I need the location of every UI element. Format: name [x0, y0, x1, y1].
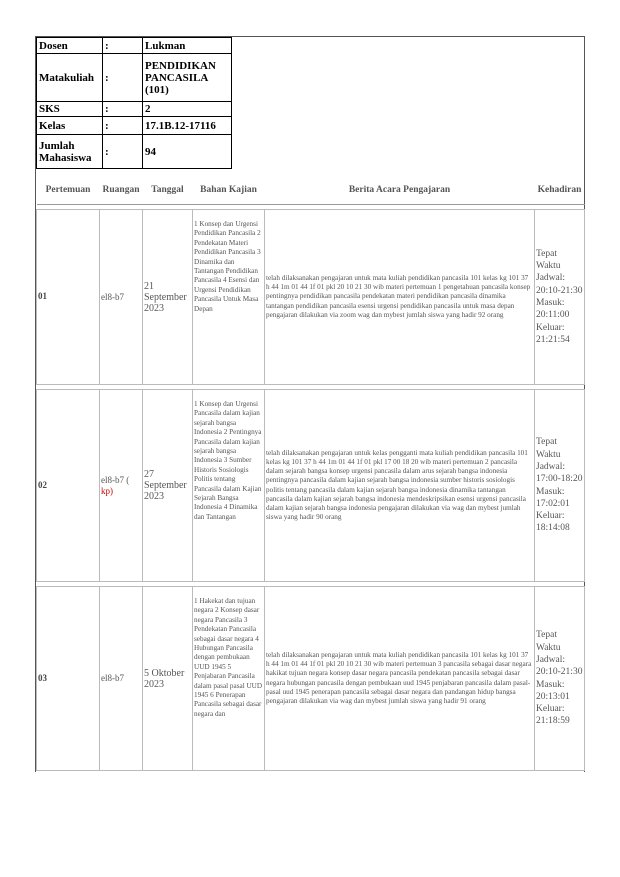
cell-berita-acara: telah dilaksanakan pengajaran untuk mata kuliah pendidikan pancasila 101 kelas kg 101 37 h 44 1m 01 44 1f 01 pkl 20 10 21 30 wib materi pertemuan 3 pancasila sebagai dasar negara hakikat tujuan negara konsep dasar negara pancasila pendekatan pancasila sebagai dasar negara hubungan pancasila dengan pembukaan uud 1945 penjabaran pancasila dalam pasal-pasal uud 1945 penerapan pancasila sebagai dasar negara dan pandangan hidup bangsa pengajaran dilakukan via wag dan mybest jumlah siswa yang hadir 91 orang	[265, 587, 535, 771]
header-kehadiran: Kehadiran	[535, 176, 585, 205]
cell-berita-acara: telah dilaksanakan pengajaran untuk mata kuliah pendidikan pancasila 101 kelas kg 101 37 h 44 1m 01 44 1f 01 pkl 20 10 21 30 wib materi pertemuan 1 pengetahuan pancasila konsep pentingnya pendidikan pancasila pendekatan materi pendidikan pancasila dinamika tantangan pendidikan pancasila esensi urgensi pendidikan pancasila untuk masa depan pengajaran dilakukan via zoom wag dan mybest jumlah siswa yang hadir 92 orang	[265, 210, 535, 385]
attendance-table	[36, 176, 585, 771]
attendance-out: Keluar: 18:14:08	[536, 511, 570, 534]
document-sheet	[35, 36, 585, 772]
cell-tanggal: 5 Oktober 2023	[143, 587, 193, 771]
attendance-status: Tepat Waktu	[536, 630, 561, 653]
info-value: 2	[143, 102, 232, 117]
header-ruangan: Ruangan	[100, 176, 143, 205]
info-row-sks	[37, 102, 232, 117]
table-header-row	[37, 176, 585, 205]
info-value: 94	[143, 135, 232, 169]
header-tanggal: Tanggal	[143, 176, 193, 205]
info-separator: :	[103, 135, 143, 169]
table-row	[37, 390, 585, 582]
info-value: 17.1B.12-17116	[143, 117, 232, 135]
attendance-status: Tepat Waktu	[536, 248, 561, 272]
cell-berita-acara: telah dilaksanakan pengajaran untuk kelas pengganti mata kuliah pendidikan pancasila 101 kelas kg 101 37 h 44 1m 01 44 1f 01 pkl 17 00 18 20 wib materi pertemuan 2 pancasila dalam sejarah bangsa konsep urgensi pancasila dalam arus sejarah bangsa indonesia pentingnya pancasila dalam kajian sejarah bangsa indonesia sumber historis sosiologis politis tentang pancasila dalam kajian sejarah bangsa indonesia dinamika tantangan pancasila dalam kajian sejarah bangsa indonesia mendeskripsikan esensi urgensi pancasila dalam kajian sejarah bangsa indonesia pengajaran dilakukan via wag dan mybest jumlah siswa yang hadir 90 orang	[265, 390, 535, 582]
course-info-table	[36, 37, 232, 169]
info-row-dosen	[37, 38, 232, 54]
cell-pertemuan: 01	[37, 210, 100, 385]
cell-kehadiran	[535, 210, 585, 385]
cell-ruangan	[100, 390, 143, 582]
table-row	[37, 587, 585, 771]
cell-tanggal: 21 September 2023	[143, 210, 193, 385]
attendance-in: Masuk: 17:02:01	[536, 486, 570, 509]
cell-ruangan	[100, 587, 143, 771]
info-key: Jumlah Mahasiswa	[37, 135, 103, 169]
room-code: el8-b7 (	[101, 474, 130, 485]
header-pertemuan: Pertemuan	[37, 176, 100, 205]
cell-pertemuan: 03	[37, 587, 100, 771]
cell-bahan-kajian: 1 Hakekat dan tujuan negara 2 Konsep dasar negara Pancasila 3 Pendekatan Pancasila sebagai dasar negara 4 Hubungan Pancasila dengan pembukaan UUD 1945 5 Penjabaran Pancasila dalam pasal pasal UUD 1945 6 Penerapan Pancasila sebagai dasar negara dan	[193, 587, 265, 771]
info-separator: :	[103, 38, 143, 54]
info-value: Lukman	[143, 38, 232, 54]
cell-kehadiran	[535, 587, 585, 771]
attendance-schedule: Jadwal: 17:00-18:20	[536, 461, 583, 485]
attendance-in: Masuk: 20:11:00	[536, 298, 570, 321]
info-row-kelas	[37, 117, 232, 135]
info-value: PENDIDIKAN PANCASILA (101)	[143, 54, 232, 102]
table-row	[37, 210, 585, 385]
attendance-schedule: Jadwal: 20:10-21:30	[536, 654, 583, 678]
attendance-out: Keluar: 21:21:54	[536, 322, 570, 345]
info-key: SKS	[37, 102, 103, 117]
info-separator: :	[103, 117, 143, 135]
room-code: el8-b7	[101, 291, 124, 302]
room-note: kp)	[101, 485, 113, 496]
info-separator: :	[103, 54, 143, 102]
info-key: Kelas	[37, 117, 103, 135]
info-row-matakuliah	[37, 54, 232, 102]
cell-kehadiran	[535, 390, 585, 582]
cell-tanggal: 27 September 2023	[143, 390, 193, 582]
header-berita-acara: Berita Acara Pengajaran	[265, 176, 535, 205]
attendance-out: Keluar: 21:18:59	[536, 704, 570, 727]
info-key: Dosen	[37, 38, 103, 54]
cell-ruangan	[100, 210, 143, 385]
attendance-schedule: Jadwal: 20:10-21:30	[536, 273, 583, 296]
info-separator: :	[103, 102, 143, 117]
attendance-status: Tepat Waktu	[536, 437, 561, 460]
room-code: el8-b7	[101, 673, 124, 683]
info-key: Matakuliah	[37, 54, 103, 102]
cell-bahan-kajian: 1 Konsep dan Urgensi Pancasila dalam kajian sejarah bangsa Indonesia 2 Pentingnya Pancasila dalam kajian sejarah bangsa Indonesia 3 Sumber Historis Sosiologis Politis tentang Pancasila dalam Kajian Sejarah Bangsa Indonesia 4 Dinamika dan Tantangan	[193, 390, 265, 582]
attendance-in: Masuk: 20:13:01	[536, 679, 570, 702]
cell-pertemuan: 02	[37, 390, 100, 582]
header-bahan-kajian: Bahan Kajian	[193, 176, 265, 205]
cell-bahan-kajian: 1 Konsep dan Urgensi Pendidikan Pancasila 2 Pendekatan Materi Pendidikan Pancasila 3 Dinamika dan Tantangan Pendidikan Pancasila 4 Esensi dan Urgensi Pendidikan Pancasila Untuk Masa Depan	[193, 210, 265, 385]
info-row-jumlah-mahasiswa	[37, 135, 232, 169]
